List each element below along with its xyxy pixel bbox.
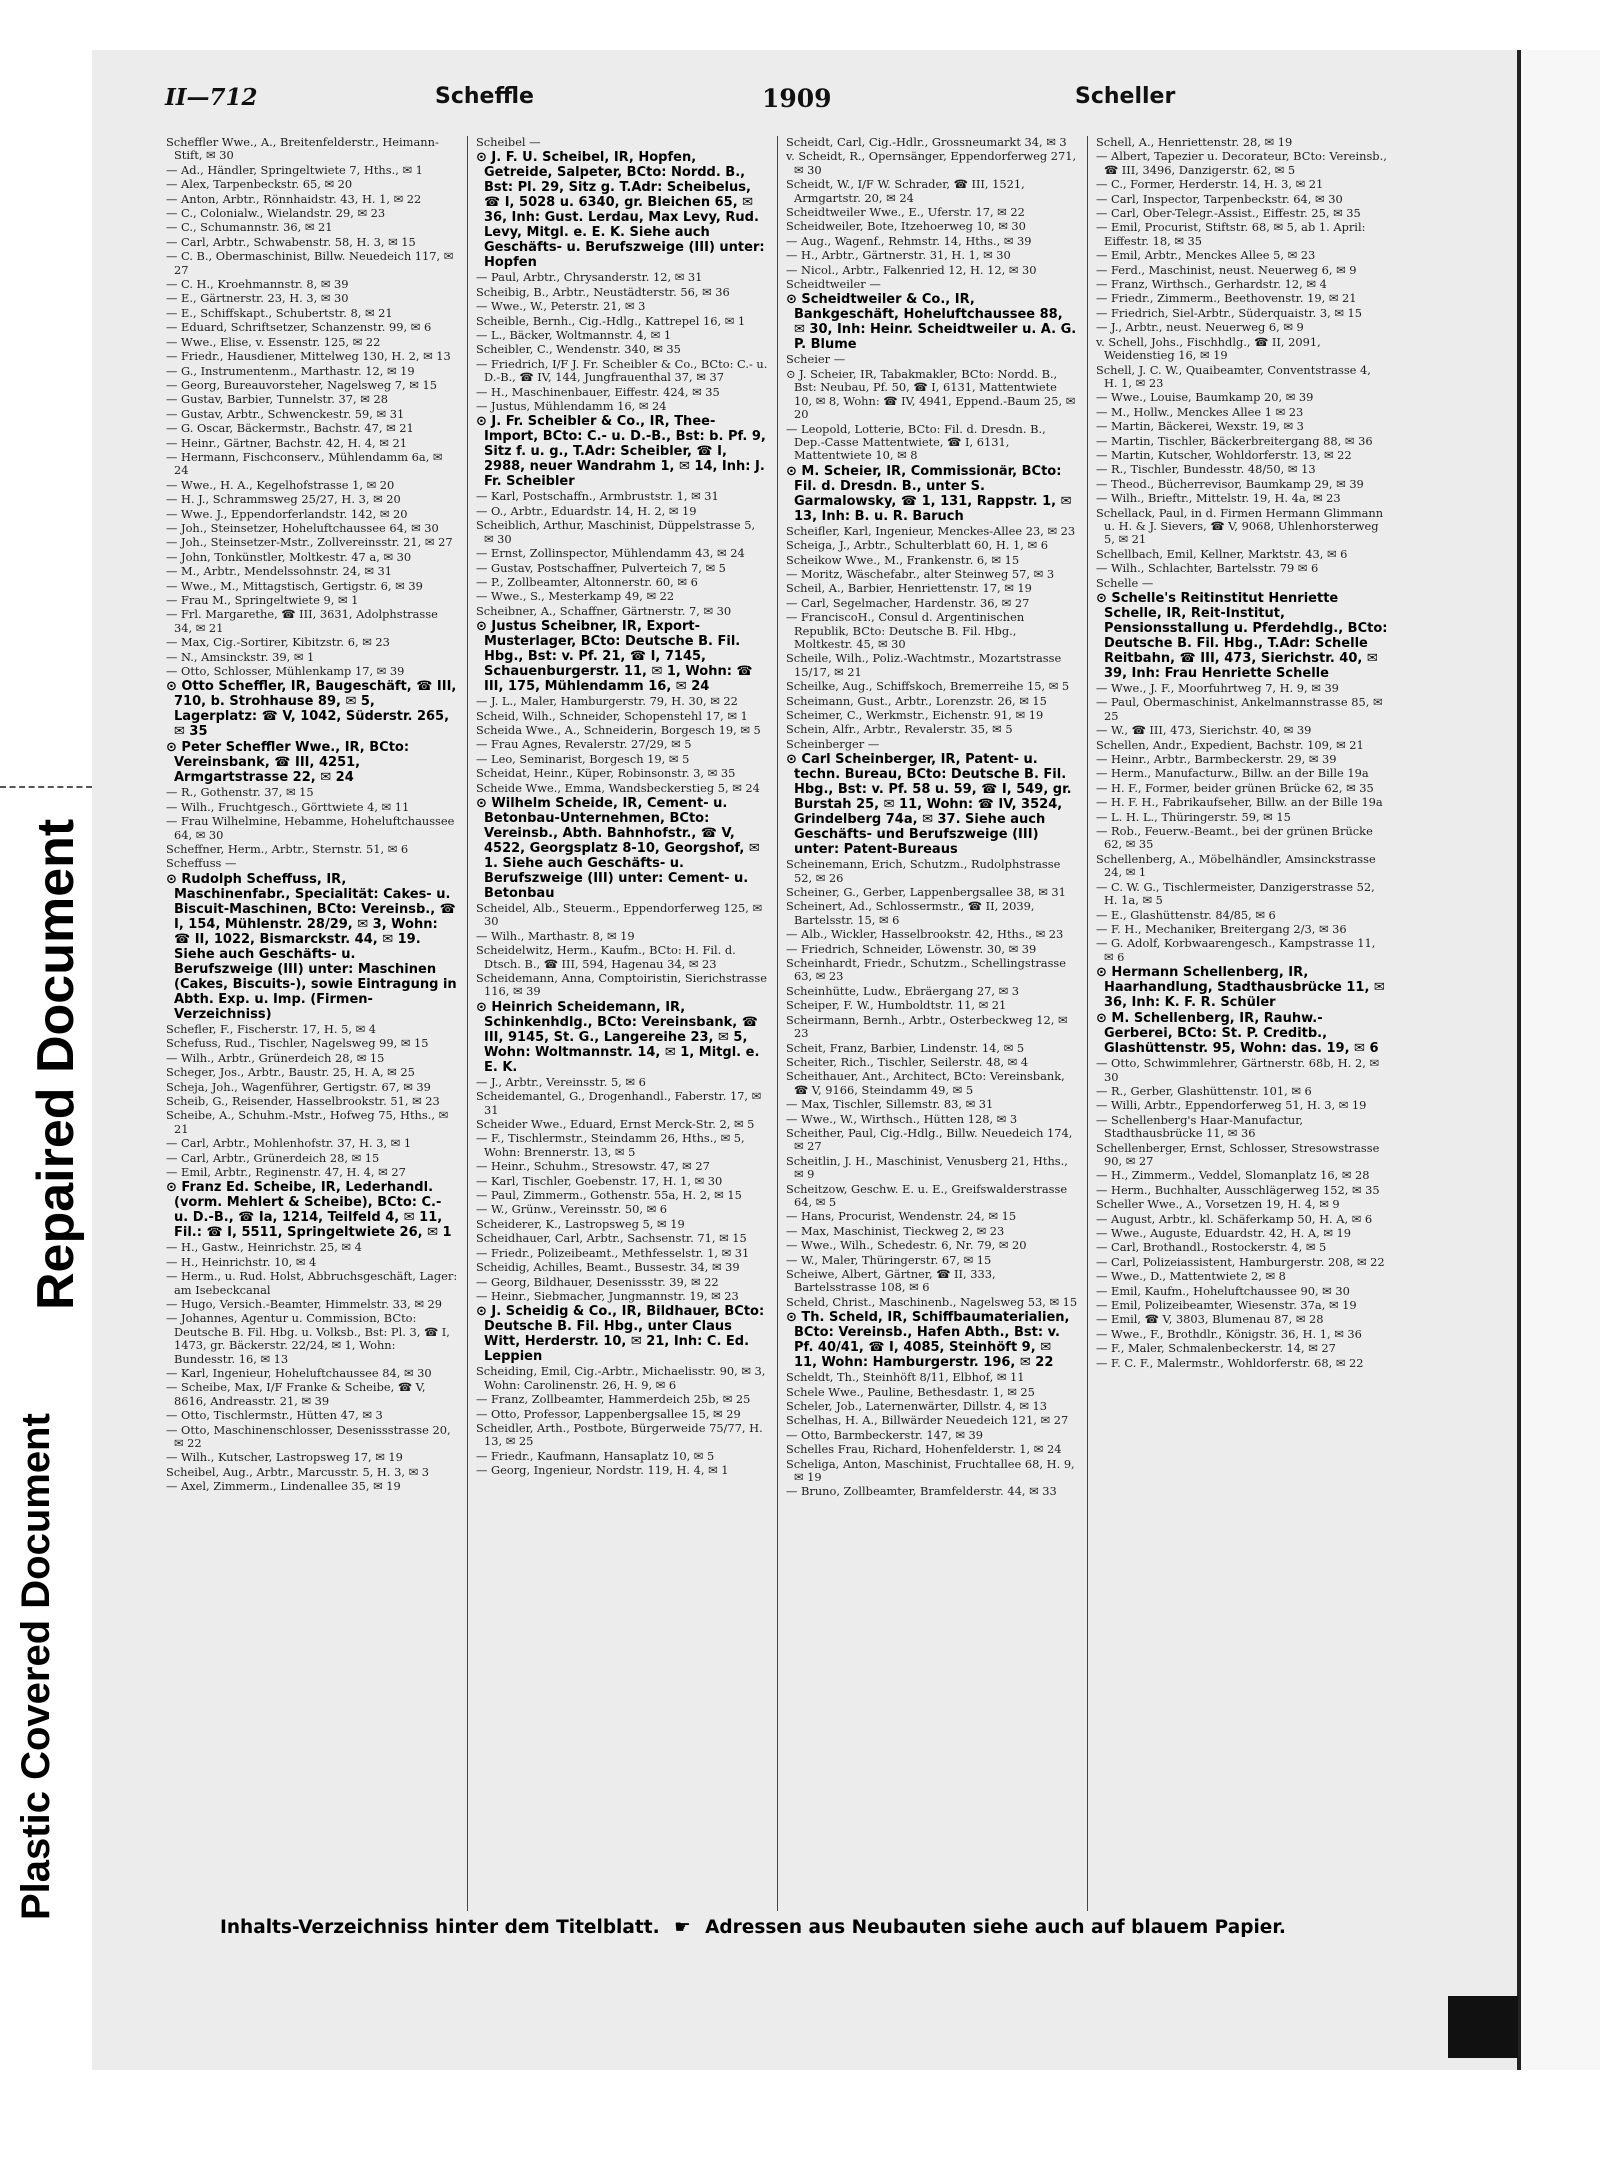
- directory-entry: Scheier —: [786, 352, 846, 367]
- firm-entry: ⊙ M. Scheier, IR, Commissionär, BCto: Fil. d. Dresdn. B., unter S. Garmalowsky, ☎ 1, 131, Rappstr. 1, ✉ 13, Inh: B. u. R. Baruch: [786, 463, 1072, 524]
- directory-entry: — W., Maler, Thüringerstr. 67, ✉ 15: [786, 1252, 992, 1267]
- firm-entry: ⊙ M. Schellenberg, IR, Rauhw.-Gerberei, BCto: St. P. Creditb., Glashüttenstr. 95, Wohn: das. 19, ✉ 6: [1096, 1011, 1379, 1057]
- directory-entry: Scheinemann, Erich, Schutzm., Rudolphstrasse 52, ✉ 26: [786, 857, 1061, 885]
- firm-entry: ⊙ Franz Ed. Scheibe, IR, Lederhandl. (vorm. Mehlert & Scheibe), BCto: C.- u. D.-B., ☎ Ia, 1214, Teilfeld 4, ✉ 11, Fil.: ☎ I, 5511, Springeltwiete 26, ✉ 1: [166, 1180, 452, 1241]
- directory-entry: Scheld, Christ., Maschinenb., Nagelsweg 53, ✉ 15: [786, 1294, 1078, 1309]
- directory-entry: Scheifler, Karl, Ingenieur, Menckes-Allee 23, ✉ 23: [786, 523, 1076, 538]
- directory-entry: Scheiding, Emil, Cig.-Arbtr., Michaelisstr. 90, ✉ 3, Wohn: Carolinenstr. 26, H. 9, ✉ 6: [476, 1364, 766, 1392]
- directory-entry: — C., Colonialw., Wielandstr. 29, ✉ 23: [166, 206, 386, 221]
- directory-entry: — Wwe., J. F., Moorfuhrtweg 7, H. 9, ✉ 39: [1096, 681, 1339, 695]
- directory-entry: — John, Tonkünstler, Moltkestr. 47 a, ✉ 30: [166, 549, 412, 564]
- directory-entry: Scheidt, W., I/F W. Schrader, ☎ III, 1521, Armgartstr. 20, ✉ 24: [786, 177, 1025, 205]
- directory-entry: — Carl, Ober-Telegr.-Assist., Eiffestr. 25, ✉ 35: [1096, 206, 1361, 221]
- directory-entry: — Otto, Schwimmlehrer, Gärtnerstr. 68b, H. 2, ✉ 30: [1096, 1056, 1379, 1084]
- directory-entry: — Johannes, Agentur u. Commission, BCto: Deutsche B. Fil. Hbg. u. Volksb., Bst: Pl. 3, ☎ I, 1473, gr. Bäckerstr. 22/24, ✉ 1, Wohn: Bundesstr. 16, ✉ 13: [166, 1311, 450, 1366]
- directory-entry: Scheibel —: [476, 136, 541, 149]
- directory-entry: — Martin, Bäckerei, Wexstr. 19, ✉ 3: [1096, 419, 1304, 434]
- directory-entry: — E., Glashüttenstr. 84/85, ✉ 6: [1096, 907, 1276, 922]
- column-divider: [777, 136, 778, 1911]
- directory-entry: — Wwe., H. A., Kegelhofstrasse 1, ✉ 20: [166, 477, 395, 492]
- directory-entry: — Emil, ☎ V, 3803, Blumenau 87, ✉ 28: [1096, 1312, 1324, 1327]
- directory-entry: — Herm., Manufacturw., Billw. an der Bille 19a: [1096, 766, 1369, 781]
- directory-entry: — Carl, Arbtr., Mohlenhofstr. 37, H. 3, ✉ 1: [166, 1136, 412, 1151]
- directory-entry: Scheler, Job., Laternenwärter, Dillstr. 4, ✉ 13: [786, 1399, 1047, 1414]
- directory-entry: Scheidtweiler Wwe., E., Uferstr. 17, ✉ 22: [786, 205, 1025, 220]
- directory-entry: — H., Zimmerm., Veddel, Slomanplatz 16, ✉ 28: [1096, 1168, 1370, 1183]
- directory-entry: — Carl, Polizeiassistent, Hamburgerstr. 208, ✉ 22: [1096, 1254, 1385, 1269]
- firm-entry: ⊙ Hermann Schellenberg, IR, Haarhandlung, Stadthausbrücke 11, ✉ 36, Inh: K. F. R. Schüler: [1096, 965, 1385, 1011]
- directory-entry: — Frau Wilhelmine, Hebamme, Hoheluftchaussee 64, ✉ 30: [166, 814, 455, 842]
- directory-entry: Schelle —: [1096, 575, 1154, 590]
- header-year: 1909: [762, 84, 832, 113]
- directory-entry: — Wilh., Brieftr., Mittelstr. 19, H. 4a, ✉ 23: [1096, 491, 1341, 506]
- directory-entry: v. Scheidt, R., Opernsänger, Eppendorferweg 271, ✉ 30: [786, 149, 1077, 177]
- directory-entry: — Ferd., Maschinist, neust. Neuerweg 6, ✉ 9: [1096, 262, 1357, 277]
- directory-entry: ⊙ J. Scheier, IR, Tabakmakler, BCto: Nordd. B., Bst: Neubau, Pf. 50, ☎ I, 6131, Mattentwiete 10, ✉ 8, Wohn: ☎ IV, 4941, Eppend.-Baum 25, ✉ 20: [786, 366, 1076, 422]
- column-divider: [1087, 136, 1088, 1911]
- directory-entry: Scheiwe, Albert, Gärtner, ☎ II, 333, Bartelsstrasse 108, ✉ 6: [786, 1267, 996, 1295]
- directory-entry: — Frau M., Springeltwiete 9, ✉ 1: [166, 593, 359, 607]
- directory-entry: — Heinr., Arbtr., Barmbeckerstr. 29, ✉ 39: [1096, 752, 1337, 767]
- directory-entry: — G., Instrumentenm., Marthastr. 12, ✉ 19: [166, 363, 415, 378]
- directory-entry: Scheibner, A., Schaffner, Gärtnerstr. 7, ✉ 30: [476, 603, 732, 618]
- directory-entry: — Karl, Tischler, Goebenstr. 17, H. 1, ✉ 30: [476, 1173, 723, 1188]
- directory-entry: — Nicol., Arbtr., Falkenried 12, H. 12, ✉ 30: [786, 262, 1037, 277]
- cut-line: [0, 786, 92, 788]
- directory-entry: — Heinr., Schuhm., Stresowstr. 47, ✉ 27: [476, 1159, 710, 1174]
- directory-entry: — Wilh., Marthastr. 8, ✉ 19: [476, 928, 635, 943]
- directory-entry: — Friedrich, Siel-Arbtr., Süderquaistr. 3, ✉ 15: [1096, 305, 1363, 320]
- directory-entry: — Max, Maschinist, Tieckweg 2, ✉ 23: [786, 1223, 1005, 1238]
- directory-entry: Scheinberger —: [786, 736, 880, 751]
- directory-entry: — H. F. H., Fabrikaufseher, Billw. an der Bille 19a: [1096, 795, 1383, 810]
- directory-entry: — Wwe., D., Mattentwiete 2, ✉ 8: [1096, 1269, 1286, 1284]
- directory-entry: — Wwe., Louise, Baumkamp 20, ✉ 39: [1096, 390, 1314, 405]
- directory-entry: Scheiblich, Arthur, Maschinist, Düppelstrasse 5, ✉ 30: [476, 518, 756, 546]
- firm-entry: ⊙ Otto Scheffler, IR, Baugeschäft, ☎ III, 710, b. Strohhause 89, ✉ 5, Lagerplatz: ☎ V, 1042, Süderstr. 265, ✉ 35: [166, 679, 457, 740]
- firm-entry: ⊙ Peter Scheffler Wwe., IR, BCto: Vereinsbank, ☎ III, 4251, Armgartstrasse 22, ✉ 24: [166, 740, 410, 786]
- directory-entry: — E., Schiffskapt., Schubertstr. 8, ✉ 21: [166, 305, 393, 320]
- directory-entry: — Paul, Arbtr., Chrysanderstr. 12, ✉ 31: [476, 270, 703, 285]
- directory-entry: — Georg, Ingenieur, Nordstr. 119, H. 4, ✉ 1: [476, 1463, 729, 1478]
- directory-entry: — Anton, Arbtr., Rönnhaidstr. 43, H. 1, ✉ 22: [166, 191, 422, 206]
- directory-entry: Scheithauer, Ant., Architect, BCto: Vereinsbank, ☎ V, 9166, Steindamm 49, ✉ 5: [786, 1069, 1065, 1097]
- directory-entry: — Frau Agnes, Revalerstr. 27/29, ✉ 5: [476, 737, 692, 752]
- directory-entry: — E., Gärtnerstr. 23, H. 3, ✉ 30: [166, 291, 349, 306]
- directory-entry: — Carl, Segelmacher, Hardenstr. 36, ✉ 27: [786, 595, 1030, 610]
- directory-entry: — Axel, Zimmerm., Lindenallee 35, ✉ 19: [166, 1479, 401, 1494]
- directory-entry: — H. J., Schrammsweg 25/27, H. 3, ✉ 20: [166, 492, 401, 507]
- directory-entry: Scheib, G., Reisender, Hasselbrookstr. 51, ✉ 23: [166, 1093, 440, 1108]
- directory-entry: — Emil, Arbtr., Reginenstr. 47, H. 4, ✉ 27: [166, 1164, 406, 1179]
- directory-entry: — Paul, Obermaschinist, Ankelmannstrasse 85, ✉ 25: [1096, 695, 1383, 723]
- directory-entry: Scheimann, Gust., Arbtr., Lorenzstr. 26, ✉ 15: [786, 693, 1047, 708]
- directory-columns: [162, 136, 1410, 1911]
- directory-entry: Schellenberg, A., Möbelhändler, Amsinckstrasse 24, ✉ 1: [1096, 851, 1376, 880]
- pointing-hand-icon: ☛: [674, 1917, 691, 1938]
- directory-entry: — Wwe., W., Peterstr. 21, ✉ 3: [476, 299, 646, 314]
- directory-entry: — M., Hollw., Menckes Allee 1 ✉ 23: [1096, 404, 1304, 419]
- directory-entry: — Albert, Tapezier u. Decorateur, BCto: Vereinsb., ☎ III, 3496, Danzigerstr. 62, ✉ 5: [1096, 149, 1387, 177]
- directory-entry: — G. Adolf, Korbwaarengesch., Kampstrasse 11, ✉ 6: [1096, 936, 1376, 964]
- directory-entry: — Friedr., Kaufmann, Hansaplatz 10, ✉ 5: [476, 1448, 715, 1463]
- firm-entry: ⊙ Justus Scheibner, IR, Export-Musterlager, BCto: Deutsche B. Fil. Hbg., Bst: v. Pf. 21, ☎ I, 7145, Schauenburgerstr. 11, ✉ 1, Wohn: ☎ III, 175, Mühlendamm 16, ✉ 24: [476, 619, 753, 695]
- directory-entry: — Alb., Wickler, Hasselbrookstr. 42, Hths., ✉ 23: [786, 927, 1064, 942]
- directory-entry: Schein, Alfr., Arbtr., Revalerstr. 35, ✉ 5: [786, 722, 1013, 737]
- directory-entry: — Leopold, Lotterie, BCto: Fil. d. Dresdn. B., Dep.-Casse Mattentwiete, ☎ I, 6131, Mattentwiete 10, ✉ 8: [786, 421, 1046, 463]
- directory-entry: Scheidel, Alb., Steuerm., Eppendorferweg 125, ✉ 30: [476, 900, 763, 929]
- footer-new-buildings-note: Adressen aus Neubauten siehe auch auf blauem Papier.: [705, 1917, 1286, 1938]
- directory-entry: — Heinr., Siebmacher, Jungmannstr. 19, ✉ 23: [476, 1288, 739, 1303]
- directory-entry: Scheil, A., Barbier, Henriettenstr. 17, ✉ 19: [786, 581, 1032, 596]
- directory-entry: — Friedr., Hausdiener, Mittelweg 130, H. 2, ✉ 13: [166, 349, 451, 364]
- directory-entry: — Moritz, Wäschefabr., alter Steinweg 57, ✉ 3: [786, 566, 1055, 581]
- directory-entry: Scheiderer, K., Lastropsweg 5, ✉ 19: [476, 1216, 685, 1231]
- directory-entry: Scheider Wwe., Eduard, Ernst Merck-Str. 2, ✉ 5: [476, 1117, 755, 1132]
- directory-entry: Scheible, Bernh., Cig.-Hdlg., Kattrepel 16, ✉ 1: [476, 313, 746, 328]
- directory-entry: — Wwe., W., Wirthsch., Hütten 128, ✉ 3: [786, 1111, 1018, 1126]
- directory-entry: — Carl, Brothandl., Rostockerstr. 4, ✉ 5: [1096, 1240, 1327, 1255]
- firm-entry: ⊙ Carl Scheinberger, IR, Patent- u. techn. Bureau, BCto: Deutsche B. Fil. Hbg., Bst: v. Pf. 58 u. 59, ☎ I, 549, gr. Burstah 25, ✉ 11, Wohn: ☎ IV, 3524, Grindelberg 74a, ✉ 37. Siehe auch Geschäfts- und Berufszweige (III) unter: Patent-Bureaus: [786, 752, 1072, 858]
- directory-entry: — Ad., Händler, Springeltwiete 7, Hths., ✉ 1: [166, 162, 423, 177]
- directory-entry: — N., Amsinckstr. 39, ✉ 1: [166, 649, 315, 664]
- firm-entry: ⊙ Heinrich Scheidemann, IR, Schinkenhdlg., BCto: Vereinsbank, ☎ III, 9145, St. G., Langereihe 23, ✉ 5, Wohn: Woltmannstr. 14, ✉ 1, Mitgl. e. E. K.: [476, 999, 760, 1075]
- directory-entry: — Otto, Schlosser, Mühlenkamp 17, ✉ 39: [166, 664, 405, 679]
- directory-entry: — Karl, Ingenieur, Hoheluftchaussee 84, ✉ 30: [166, 1366, 432, 1380]
- directory-entry: — H., Heinrichstr. 10, ✉ 4: [166, 1254, 317, 1269]
- directory-entry: Schellbach, Emil, Kellner, Marktstr. 43, ✉ 6: [1096, 546, 1348, 561]
- directory-entry: — Leo, Seminarist, Borgesch 19, ✉ 5: [476, 751, 690, 766]
- directory-entry: Scheidemann, Anna, Comptoiristin, Sierichstrasse 116, ✉ 39: [476, 971, 767, 999]
- directory-entry: — Franz, Zollbeamter, Hammerdeich 25b, ✉ 25: [476, 1392, 751, 1407]
- right-margin-strip: [1521, 50, 1600, 2070]
- directory-entry: — Wwe., Auguste, Eduardstr. 42, H. A, ✉ 19: [1096, 1226, 1352, 1240]
- directory-entry: Scheidemantel, G., Drogenhandl., Faberstr. 17, ✉ 31: [476, 1089, 762, 1117]
- directory-entry: — Schellenberg's Haar-Manufactur, Stadthausbrücke 11, ✉ 36: [1096, 1112, 1304, 1141]
- page-footer: [220, 1917, 1420, 1945]
- directory-entry: — Emil, Kaufm., Hoheluftchaussee 90, ✉ 30: [1096, 1283, 1350, 1298]
- directory-entry: — Hermann, Fischconserv., Mühlendamm 6a, ✉ 24: [166, 449, 443, 478]
- directory-entry: Scheidhauer, Carl, Arbtr., Sachsenstr. 71, ✉ 15: [476, 1231, 747, 1246]
- directory-entry: — Herm., Buchhalter, Ausschlägerweg 152, ✉ 35: [1096, 1182, 1380, 1197]
- directory-entry: Schelles Frau, Richard, Hohenfelderstr. 1, ✉ 24: [786, 1442, 1062, 1457]
- directory-entry: Scheiper, F. W., Humboldtstr. 11, ✉ 21: [786, 998, 1007, 1013]
- directory-entry: Scheit, Franz, Barbier, Lindenstr. 14, ✉ 5: [786, 1040, 1025, 1055]
- footer-index-note: Inhalts-Verzeichniss hinter dem Titelblatt.: [220, 1917, 660, 1938]
- directory-entry: — August, Arbtr., kl. Schäferkamp 50, H. A, ✉ 6: [1096, 1211, 1373, 1226]
- directory-entry: — R., Tischler, Bundesstr. 48/50, ✉ 13: [1096, 462, 1316, 477]
- directory-entry: — Wilh., Kutscher, Lastropsweg 17, ✉ 19: [166, 1450, 403, 1465]
- directory-entry: — W., ☎ III, 473, Sierichstr. 40, ✉ 39: [1096, 723, 1312, 738]
- directory-entry: — Friedr., Polizeibeamt., Methfesselstr. 1, ✉ 31: [476, 1245, 750, 1260]
- directory-entry: Scheidweiler, Bote, Itzehoerweg 10, ✉ 30: [786, 219, 1026, 234]
- directory-entry: — Wilh., Arbtr., Grünerdeich 28, ✉ 15: [166, 1050, 385, 1065]
- directory-entry: Scheibel, Aug., Arbtr., Marcusstr. 5, H. 3, ✉ 3: [166, 1464, 430, 1479]
- firm-entry: ⊙ Rudolph Scheffuss, IR, Maschinenfabr., Specialität: Cakes- u. Biscuit-Maschinen, BCto: Vereinsb., ☎ I, 154, Mühlenstr. 28/29, ✉ 3, Wohn: ☎ II, 1022, Bismarckstr. 44, ✉ 19. Siehe auch Geschäfts- u. Berufszweige (III) unter: Maschinen (Cakes, Biscuits-), sowie Eintragung in Abth. Exp. u. Imp. (Firmen-Verzeichniss): [166, 871, 457, 1022]
- directory-entry: — Friedr., Zimmerm., Beethovenstr. 19, ✉ 21: [1096, 291, 1357, 306]
- directory-entry: Schelhas, H. A., Billwärder Neuedeich 121, ✉ 27: [786, 1413, 1069, 1428]
- directory-entry: — H., Maschinenbauer, Eiffestr. 424, ✉ 35: [476, 384, 720, 399]
- directory-entry: Scheiner, G., Gerber, Lappenbergsallee 38, ✉ 31: [786, 885, 1066, 900]
- directory-entry: Scheidat, Heinr., Küper, Robinsonstr. 3, ✉ 35: [476, 766, 736, 781]
- directory-entry: — Theod., Bücherrevisor, Baumkamp 29, ✉ 39: [1096, 476, 1364, 491]
- directory-entry: — Wilh., Fruchtgesch., Görttwiete 4, ✉ 11: [166, 799, 410, 814]
- directory-entry: Scheidt, Carl, Cig.-Hdlr., Grossneumarkt 34, ✉ 3: [786, 136, 1067, 149]
- firm-entry: ⊙ Schelle's Reitinstitut Henriette Schelle, IR, Reit-Institut, Pensionsstallung u. Pferdehdlg., BCto: Deutsche B. Fil. Hbg., T.Adr: Schelle Reitbahn, ☎ III, 473, Sierichstr. 40, ✉ 39, Inh: Frau Henriette Schelle: [1096, 591, 1388, 681]
- directory-entry: Scheilke, Aug., Schiffskoch, Bremerreihe 15, ✉ 5: [786, 679, 1070, 694]
- directory-entry: Scheitlin, J. H., Maschinist, Venusberg 21, Hths., ✉ 9: [786, 1153, 1068, 1182]
- column-divider: [467, 136, 468, 1911]
- directory-entry: — Paul, Zimmerm., Gothenstr. 55a, H. 2, ✉ 15: [476, 1188, 742, 1203]
- directory-entry: — Willi, Arbtr., Eppendorferweg 51, H. 3, ✉ 19: [1096, 1098, 1367, 1113]
- directory-entry: — Hans, Procurist, Wendenstr. 24, ✉ 15: [786, 1209, 1017, 1224]
- directory-entry: — Georg, Bildhauer, Desenissstr. 39, ✉ 22: [476, 1274, 719, 1289]
- directory-entry: Scheidelwitz, Herm., Kaufm., BCto: H. Fil. d. Dtsch. B., ☎ III, 594, Hagenau 34, ✉ 23: [476, 943, 736, 971]
- directory-entry: — Wwe., S., Mesterkamp 49, ✉ 22: [476, 589, 675, 604]
- directory-entry: — Wilh., Schlachter, Bartelsstr. 79 ✉ 6: [1096, 561, 1319, 576]
- directory-entry: — Friedrich, Schneider, Löwenstr. 30, ✉ 39: [786, 941, 1037, 956]
- directory-entry: — Joh., Steinsetzer, Hoheluftchaussee 64, ✉ 30: [166, 520, 439, 535]
- directory-entry: — Justus, Mühlendamm 16, ✉ 24: [476, 399, 667, 414]
- directory-entry: Scheitzow, Geschw. E. u. E., Greifswalderstrasse 64, ✉ 5: [786, 1181, 1068, 1209]
- directory-entry: — C., Schumannstr. 36, ✉ 21: [166, 220, 333, 235]
- directory-entry: — Eduard, Schriftsetzer, Schanzenstr. 99, ✉ 6: [166, 320, 432, 335]
- directory-entry: — C. B., Obermaschinist, Billw. Neuedeich 117, ✉ 27: [166, 249, 454, 277]
- directory-entry: Scheile, Wilh., Poliz.-Wachtmstr., Mozartstrasse 15/17, ✉ 21: [786, 651, 1062, 679]
- directory-entry: — Frl. Margarethe, ☎ III, 3631, Adolphstrasse 34, ✉ 21: [166, 607, 438, 635]
- page-header: [165, 84, 1405, 118]
- directory-entry: Scheither, Paul, Cig.-Hdlg., Billw. Neuedeich 174, ✉ 27: [786, 1125, 1073, 1154]
- directory-entry: Schele Wwe., Pauline, Bethesdastr. 1, ✉ 25: [786, 1384, 1035, 1399]
- directory-entry: — L., Bäcker, Woltmannstr. 4, ✉ 1: [476, 328, 672, 343]
- directory-entry: — Wwe., M., Mittagstisch, Gertigstr. 6, ✉ 39: [166, 578, 423, 593]
- directory-entry: Scheibig, B., Arbtr., Neustädterstr. 56, ✉ 36: [476, 284, 730, 299]
- directory-entry: — Martin, Tischler, Bäckerbreitergang 88, ✉ 36: [1096, 433, 1373, 448]
- directory-entry: — Alex, Tarpenbeckstr. 65, ✉ 20: [166, 177, 353, 192]
- repaired-document-label: Repaired Document: [27, 818, 85, 1310]
- directory-entry: — H. F., Former, beider grünen Brücke 62, ✉ 35: [1096, 780, 1374, 795]
- directory-entry: — W., Grünw., Vereinsstr. 50, ✉ 6: [476, 1202, 667, 1217]
- directory-entry: — G. Oscar, Bäckermstr., Bachstr. 47, ✉ 21: [166, 421, 414, 436]
- directory-entry: — F., Tischlermstr., Steindamm 26, Hths., ✉ 5, Wohn: Brennerstr. 13, ✉ 5: [476, 1131, 745, 1159]
- directory-entry: Scheiga, J., Arbtr., Schulterblatt 60, H. 1, ✉ 6: [786, 538, 1048, 553]
- directory-entry: — Karl, Postschaffn., Armbruststr. 1, ✉ 31: [476, 489, 719, 504]
- directory-entry: — Gustav, Barbier, Tunnelstr. 37, ✉ 28: [166, 392, 388, 407]
- directory-entry: — Rob., Feuerw.-Beamt., bei der grünen Brücke 62, ✉ 35: [1096, 824, 1373, 852]
- directory-entry: — F. H., Mechaniker, Breitergang 2/3, ✉ 36: [1096, 921, 1347, 936]
- directory-entry: — C. W. G., Tischlermeister, Danzigerstrasse 52, H. 1a, ✉ 5: [1096, 879, 1375, 908]
- directory-entry: — Herm., u. Rud. Holst, Abbruchsgeschäft, Lager: am Isebeckcanal: [166, 1269, 458, 1297]
- directory-entry: — Wwe., Wilh., Schedestr. 6, Nr. 79, ✉ 20: [786, 1238, 1027, 1253]
- firm-entry: ⊙ J. Fr. Scheibler & Co., IR, Thee-Import, BCto: C.- u. D.-B., Bst: b. Pf. 9, Sitz f. u. g., T.Adr: Scheibler, ☎ I, 2988, neuer Wandrahm 1, ✉ 14, Inh: J. Fr. Scheibler: [476, 414, 766, 490]
- directory-entry: — Ernst, Zollinspector, Mühlendamm 43, ✉ 24: [476, 546, 745, 561]
- directory-entry: Schell, J. C. W., Quaibeamter, Conventstrasse 4, H. 1, ✉ 23: [1096, 362, 1371, 390]
- directory-entry: — Emil, Polizeibeamter, Wiesenstr. 37a, ✉ 19: [1096, 1298, 1357, 1313]
- directory-entry: Scheja, Joh., Wagenführer, Gertigstr. 67, ✉ 39: [166, 1079, 431, 1094]
- directory-entry: — Aug., Wagenf., Rehmstr. 14, Hths., ✉ 39: [786, 233, 1032, 248]
- directory-entry: Schellack, Paul, in d. Firmen Hermann Glimmann u. H. & J. Sievers, ☎ V, 9068, Uhlenhorsterweg 5, ✉ 21: [1096, 505, 1384, 547]
- directory-entry: Scheidler, Arth., Postbote, Bürgerweide 75/77, H. 13, ✉ 25: [476, 1420, 763, 1449]
- directory-entry: — L. H. L., Thüringerstr. 59, ✉ 15: [1096, 809, 1291, 824]
- directory-entry: — Heinr., Gärtner, Bachstr. 42, H. 4, ✉ 21: [166, 435, 407, 450]
- directory-entry: Scheinhütte, Ludw., Ebräergang 27, ✉ 3: [786, 983, 1020, 998]
- directory-entry: — Franz, Wirthsch., Gerhardstr. 12, ✉ 4: [1096, 277, 1327, 292]
- firm-entry: ⊙ Scheidtweiler & Co., IR, Bankgeschäft, Hoheluftchaussee 88, ✉ 30, Inh: Heinr. Scheidtweiler u. A. G. P. Blume: [786, 292, 1077, 353]
- directory-entry: — Wwe., Elise, v. Essenstr. 125, ✉ 22: [166, 334, 381, 349]
- directory-entry: Scheibe, A., Schuhm.-Mstr., Hofweg 75, Hths., ✉ 21: [166, 1108, 449, 1136]
- directory-entry: Scheliga, Anton, Maschinist, Fruchtallee 68, H. 9, ✉ 19: [786, 1456, 1075, 1485]
- directory-entry: Scheid, Wilh., Schneider, Schopenstehl 17, ✉ 1: [476, 708, 748, 723]
- directory-entry: — Otto, Maschinenschlosser, Desenissstrasse 20, ✉ 22: [166, 1422, 451, 1451]
- directory-entry: — Scheibe, Max, I/F Franke & Scheibe, ☎ V, 8616, Andreasstr. 21, ✉ 39: [166, 1380, 426, 1408]
- directory-entry: — C. H., Kroehmannstr. 8, ✉ 39: [166, 277, 349, 292]
- directory-entry: — Georg, Bureauvorsteher, Nagelsweg 7, ✉ 15: [166, 377, 437, 392]
- directory-entry: Scheffner, Herm., Arbtr., Sternstr. 51, ✉ 6: [166, 842, 409, 857]
- firm-entry: ⊙ J. Scheidig & Co., IR, Bildhauer, BCto: Deutsche B. Fil. Hbg., unter Claus Witt, Herderstr. 10, ✉ 21, Inh: C. Ed. Leppien: [476, 1304, 765, 1365]
- directory-entry: — M., Arbtr., Mendelssohnstr. 24, ✉ 31: [166, 564, 393, 579]
- directory-entry: Scheimer, C., Werkmstr., Eichenstr. 91, ✉ 19: [786, 708, 1044, 722]
- firm-entry: ⊙ J. F. U. Scheibel, IR, Hopfen, Getreide, Salpeter, BCto: Nordd. B., Bst: Pl. 29, Sitz g. T.Adr: Scheibelus, ☎ I, 5028 u. 6340, gr. Bleichen 65, ✉ 36, Inh: Gust. Lerdau, Max Levy, Rud. Levy, Mitgl. e. E. K. Siehe auch Geschäfts- u. Berufszweige (III) unter: Hopfen: [476, 150, 765, 271]
- directory-column-2: [472, 136, 772, 1911]
- header-right-keyword: Scheller: [1075, 84, 1176, 109]
- directory-entry: Scheldt, Th., Steinhöft 8/11, Elbhof, ✉ 11: [786, 1370, 1025, 1385]
- directory-column-3: [782, 136, 1082, 1911]
- directory-entry: — P., Zollbeamter, Altonnerstr. 60, ✉ 6: [476, 574, 698, 589]
- directory-entry: — FranciscoH., Consul d. Argentinischen Republik, BCto: Deutsche B. Fil. Hbg., Moltkestr. 45, ✉ 30: [786, 610, 1025, 651]
- directory-entry: Scheger, Jos., Arbtr., Baustr. 25, H. A, ✉ 25: [166, 1065, 415, 1080]
- directory-entry: — Otto, Professor, Lappenbergsallee 15, ✉ 29: [476, 1406, 741, 1421]
- directory-entry: Schefuss, Rud., Tischler, Nagelsweg 99, ✉ 15: [166, 1036, 429, 1051]
- directory-entry: v. Schell, Johs., Fischhdlg., ☎ II, 2091, Weidenstieg 16, ✉ 19: [1096, 334, 1321, 363]
- directory-entry: — Otto, Tischlermstr., Hütten 47, ✉ 3: [166, 1408, 383, 1423]
- directory-entry: — F., Maler, Schmalenbeckerstr. 14, ✉ 27: [1096, 1341, 1336, 1356]
- directory-entry: Scheide Wwe., Emma, Wandsbeckerstieg 5, ✉ 24: [476, 780, 760, 795]
- directory-entry: Schellenberger, Ernst, Schlosser, Stresowstrasse 90, ✉ 27: [1096, 1140, 1380, 1168]
- directory-entry: Scheidig, Achilles, Beamt., Bussestr. 34, ✉ 39: [476, 1260, 740, 1275]
- directory-entry: Scheller Wwe., A., Vorsetzen 19, H. 4, ✉ 9: [1096, 1197, 1340, 1212]
- directory-entry: Scheidtweiler —: [786, 277, 881, 292]
- directory-entry: — J. L., Maler, Hamburgerstr. 79, H. 30, ✉ 22: [476, 694, 738, 709]
- page-number: II—712: [165, 84, 258, 111]
- directory-entry: — H., Gastw., Heinrichstr. 25, ✉ 4: [166, 1240, 362, 1255]
- directory-entry: — Max, Cig.-Sortirer, Kibitzstr. 6, ✉ 23: [166, 635, 390, 650]
- directory-entry: Scheirmann, Bernh., Arbtr., Osterbeckweg 12, ✉ 23: [786, 1012, 1068, 1041]
- directory-entry: Scheibler, C., Wendenstr. 340, ✉ 35: [476, 342, 681, 357]
- scan-corner-mark: [1448, 1996, 1518, 2058]
- directory-entry: — Carl, Arbtr., Schwabenstr. 58, H. 3, ✉ 15: [166, 234, 416, 249]
- directory-entry: Scheikow Wwe., M., Frankenstr. 6, ✉ 15: [786, 552, 1020, 567]
- directory-entry: — Hugo, Versich.-Beamter, Himmelstr. 33, ✉ 29: [166, 1296, 442, 1311]
- plastic-covered-label: Plastic Covered Document: [14, 1413, 58, 1920]
- directory-entry: — J., Arbtr., neust. Neuerweg 6, ✉ 9: [1096, 320, 1304, 335]
- directory-entry: — Carl, Arbtr., Grünerdeich 28, ✉ 15: [166, 1150, 380, 1165]
- directory-entry: — Martin, Kutscher, Wohldorferstr. 13, ✉ 22: [1096, 447, 1352, 462]
- directory-entry: Scheida Wwe., A., Schneiderin, Borgesch 19, ✉ 5: [476, 722, 761, 737]
- directory-column-1: [162, 136, 462, 1911]
- directory-entry: — Max, Tischler, Sillemstr. 83, ✉ 31: [786, 1097, 994, 1112]
- directory-entry: — R., Gerber, Glashüttenstr. 101, ✉ 6: [1096, 1083, 1312, 1098]
- directory-entry: — Carl, Inspector, Tarpenbeckstr. 64, ✉ 30: [1096, 191, 1343, 206]
- directory-entry: — Wwe., F., Brothdlr., Königstr. 36, H. 1, ✉ 36: [1096, 1326, 1362, 1341]
- firm-entry: ⊙ Th. Scheld, IR, Schiffbaumaterialien, BCto: Vereinsb., Hafen Abth., Bst: v. Pf. 40/41, ☎ I, 4085, Steinhöft 9, ✉ 11, Wohn: Hamburgerstr. 196, ✉ 22: [786, 1310, 1070, 1371]
- directory-entry: — Gustav, Postschaffner, Pulverteich 7, ✉ 5: [476, 560, 726, 575]
- directory-entry: — R., Gothenstr. 37, ✉ 15: [166, 785, 314, 800]
- directory-entry: Schellen, Andr., Expedient, Bachstr. 109, ✉ 21: [1096, 737, 1364, 752]
- header-left-keyword: Scheffle: [435, 84, 534, 109]
- directory-entry: — Wwe. J., Eppendorferlandstr. 142, ✉ 20: [166, 506, 408, 521]
- directory-entry: — Friedrich, I/F J. Fr. Scheibler & Co., BCto: C.- u. D.-B., ☎ IV, 144, Jungfrauenthal 37, ✉ 37: [476, 356, 768, 385]
- directory-entry: Scheinhardt, Friedr., Schutzm., Schellingstrasse 63, ✉ 23: [786, 956, 1067, 984]
- directory-entry: Schefler, F., Fischerstr. 17, H. 5, ✉ 4: [166, 1021, 376, 1036]
- directory-entry: Scheffler Wwe., A., Breitenfelderstr., Heimann-Stift, ✉ 30: [166, 136, 439, 163]
- directory-entry: — Joh., Steinsetzer-Mstr., Zollvereinsstr. 21, ✉ 27: [166, 535, 453, 550]
- directory-entry: — H., Arbtr., Gärtnerstr. 31, H. 1, ✉ 30: [786, 248, 1011, 263]
- directory-entry: Scheffuss —: [166, 856, 237, 871]
- directory-entry: — Emil, Procurist, Stiftstr. 68, ✉ 5, ab 1. April: Eiffestr. 18, ✉ 35: [1096, 220, 1366, 248]
- directory-entry: — Gustav, Arbtr., Schwenckestr. 59, ✉ 31: [166, 406, 405, 421]
- directory-entry: Scheinert, Ad., Schlossermstr., ☎ II, 2039, Bartelsstr. 15, ✉ 6: [786, 899, 1035, 927]
- directory-entry: Scheiter, Rich., Tischler, Seilerstr. 48, ✉ 4: [786, 1054, 1029, 1069]
- directory-entry: — C., Former, Herderstr. 14, H. 3, ✉ 21: [1096, 177, 1324, 192]
- directory-entry: — J., Arbtr., Vereinsstr. 5, ✉ 6: [476, 1074, 646, 1089]
- directory-entry: — F. C. F., Malermstr., Wohldorferstr. 68, ✉ 22: [1096, 1355, 1364, 1370]
- directory-entry: — Bruno, Zollbeamter, Bramfelderstr. 44, ✉ 33: [786, 1484, 1057, 1499]
- firm-entry: ⊙ Wilhelm Scheide, IR, Cement- u. Betonbau-Unternehmen, BCto: Vereinsb., Abth. Bahnhofstr., ☎ V, 4522, Georgsplatz 8-10, Georgshof, ✉ 1. Siehe auch Geschäfts- u. Berufszweige (III) unter: Cement- u. Betonbau: [476, 795, 760, 901]
- directory-entry: Schell, A., Henriettenstr. 28, ✉ 19: [1096, 136, 1293, 149]
- directory-column-4: [1092, 136, 1392, 1911]
- directory-entry: — O., Arbtr., Eduardstr. 14, H. 2, ✉ 19: [476, 503, 697, 518]
- directory-entry: — Otto, Barmbeckerstr. 147, ✉ 39: [786, 1427, 984, 1442]
- directory-entry: — Emil, Arbtr., Menckes Allee 5, ✉ 23: [1096, 248, 1316, 263]
